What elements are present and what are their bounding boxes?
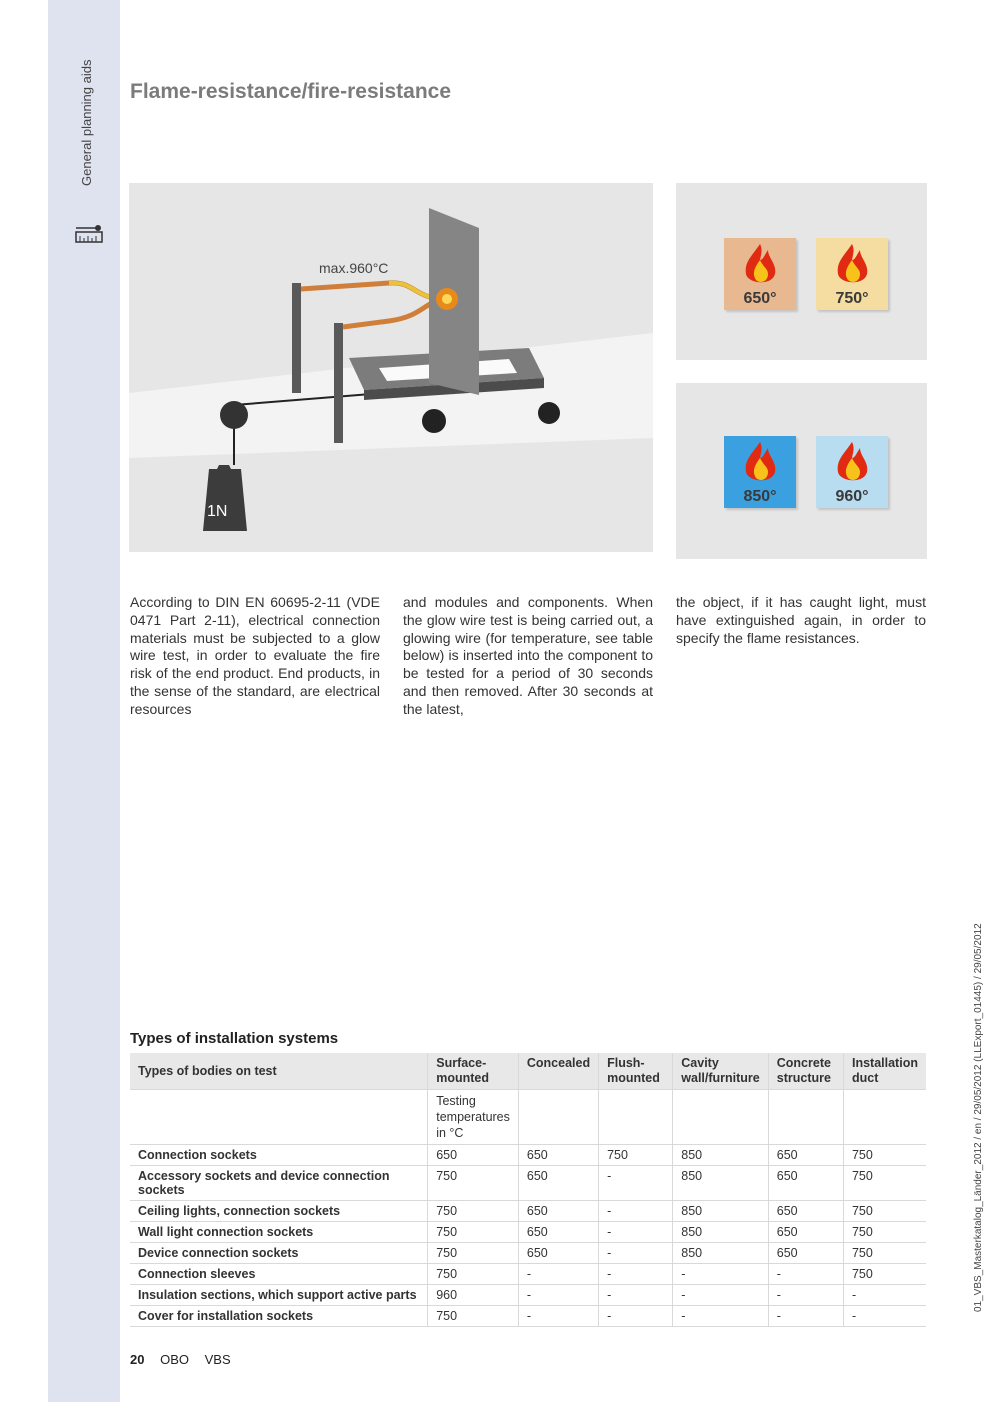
- table-cell: -: [599, 1264, 673, 1285]
- table-row: [130, 1201, 926, 1222]
- table-cell: [130, 1090, 428, 1145]
- table-cell: 750: [843, 1264, 926, 1285]
- unit-note: Testing temperatures in °C: [428, 1090, 519, 1145]
- table-cell: -: [599, 1243, 673, 1264]
- row-name: Cover for installation sockets: [130, 1306, 428, 1327]
- table-cell: 750: [428, 1201, 519, 1222]
- table-cell: -: [673, 1306, 768, 1327]
- temperature-panel-high: [676, 383, 927, 559]
- table-title: Types of installation systems: [130, 1030, 339, 1047]
- table-cell: -: [518, 1285, 598, 1306]
- temperature-tile: [816, 436, 888, 508]
- table-cell: -: [673, 1285, 768, 1306]
- table-cell: 650: [768, 1145, 843, 1166]
- flame-icon: [830, 440, 874, 486]
- row-name: Insulation sections, which support active parts: [130, 1285, 428, 1306]
- table-cell: 650: [768, 1243, 843, 1264]
- table-cell: -: [768, 1285, 843, 1306]
- table-row: [130, 1243, 926, 1264]
- row-name: Connection sleeves: [130, 1264, 428, 1285]
- glow-wire-test-illustration: [129, 183, 653, 552]
- table-cell: 750: [843, 1243, 926, 1264]
- page-number: 20: [130, 1352, 145, 1367]
- table-cell: -: [768, 1264, 843, 1285]
- table-header: Concrete structure: [768, 1053, 843, 1090]
- table-cell: 960: [428, 1285, 519, 1306]
- table-cell: 750: [843, 1145, 926, 1166]
- table-cell: 850: [673, 1166, 768, 1201]
- table-cell: 750: [428, 1306, 519, 1327]
- table-row: [130, 1285, 926, 1306]
- table-cell: -: [599, 1201, 673, 1222]
- svg-text:1N: 1N: [207, 503, 228, 520]
- table-cell: 750: [843, 1166, 926, 1201]
- section-label: General planning aids: [79, 59, 94, 186]
- table-row: [130, 1166, 926, 1201]
- svg-text:max.960°C: max.960°C: [319, 260, 389, 276]
- table-cell: -: [518, 1264, 598, 1285]
- brand-name: OBO: [160, 1352, 189, 1367]
- table-header: Flush-mounted: [599, 1053, 673, 1090]
- table-cell: 750: [843, 1201, 926, 1222]
- table-cell: [843, 1090, 926, 1145]
- table-cell: 650: [518, 1243, 598, 1264]
- table-row: [130, 1222, 926, 1243]
- planning-tools-icon: [74, 224, 104, 244]
- temperature-tile: [816, 238, 888, 310]
- table-cell: -: [843, 1306, 926, 1327]
- temperature-tile: [724, 238, 796, 310]
- row-name: Wall light connection sockets: [130, 1222, 428, 1243]
- table-cell: -: [768, 1306, 843, 1327]
- table-cell: 850: [673, 1201, 768, 1222]
- table-header-row: [130, 1053, 926, 1090]
- table-cell: [768, 1090, 843, 1145]
- table-cell: -: [518, 1306, 598, 1327]
- table-row: [130, 1264, 926, 1285]
- temperature-tile: [724, 436, 796, 508]
- table-cell: [673, 1090, 768, 1145]
- series-name: VBS: [204, 1352, 231, 1367]
- table-row: [130, 1145, 926, 1166]
- table-header: Surface-mounted: [428, 1053, 519, 1090]
- row-name: Accessory sockets and device connection sockets: [130, 1166, 428, 1201]
- table-cell: 650: [428, 1145, 519, 1166]
- table-unit-row: [130, 1090, 926, 1145]
- table-cell: -: [599, 1166, 673, 1201]
- installation-systems-table: [130, 1053, 926, 1327]
- body-text-col-3: the object, if it has caught light, must have extinguished again, in order to specify the flame resistances.: [676, 594, 926, 646]
- table-cell: 750: [428, 1243, 519, 1264]
- row-name: Ceiling lights, connection sockets: [130, 1201, 428, 1222]
- table-cell: -: [599, 1222, 673, 1243]
- table-cell: 650: [518, 1201, 598, 1222]
- table-cell: 650: [768, 1222, 843, 1243]
- table-cell: 750: [843, 1222, 926, 1243]
- temperature-panel-low: [676, 183, 927, 360]
- temperature-label: 960°: [835, 488, 869, 505]
- page-title: Flame-resistance/fire-resistance: [130, 80, 451, 103]
- flame-icon: [738, 242, 782, 288]
- row-name: Connection sockets: [130, 1145, 428, 1166]
- table-header: Cavity wall/furniture: [673, 1053, 768, 1090]
- body-text-col-1: According to DIN EN 60695-2-11 (VDE 0471 Part 2-11), electrical connection materials must be subjected to a glow wire test, in order to evaluate the fire risk of the end product. End products, in the sense of the standard, are electrical resources: [130, 594, 380, 717]
- temperature-label: 750°: [835, 290, 869, 307]
- table-cell: 650: [768, 1201, 843, 1222]
- table-cell: [518, 1090, 598, 1145]
- table-cell: [599, 1090, 673, 1145]
- table-cell: 650: [518, 1166, 598, 1201]
- page-footer: [130, 1352, 231, 1367]
- table-cell: 750: [599, 1145, 673, 1166]
- temperature-label: 850°: [743, 488, 777, 505]
- table-cell: -: [599, 1306, 673, 1327]
- table-cell: -: [843, 1285, 926, 1306]
- table-header: Concealed: [518, 1053, 598, 1090]
- table-cell: 850: [673, 1222, 768, 1243]
- temperature-label: 650°: [743, 290, 777, 307]
- table-cell: 750: [428, 1166, 519, 1201]
- table-cell: -: [673, 1264, 768, 1285]
- catalog-side-note: 01_VBS_Masterkatalog_Länder_2012 / en / 29/05/2012 (LLExport_01445) / 29/05/2012: [973, 923, 984, 1312]
- table-cell: -: [599, 1285, 673, 1306]
- table-cell: 850: [673, 1243, 768, 1264]
- sidebar: [48, 0, 120, 1402]
- body-text-col-2: and modules and components. When the glow wire test is being carried out, a glowing wire (for temperature, see table below) is inserted into the component to be tested for a period of 30 seconds and then removed. After 30 seconds at the latest,: [403, 594, 653, 717]
- row-name: Device connection sockets: [130, 1243, 428, 1264]
- table-header: Installation duct: [843, 1053, 926, 1090]
- table-cell: 750: [428, 1222, 519, 1243]
- table-cell: 650: [518, 1222, 598, 1243]
- table-cell: 750: [428, 1264, 519, 1285]
- flame-icon: [738, 440, 782, 486]
- table-cell: 850: [673, 1145, 768, 1166]
- flame-icon: [830, 242, 874, 288]
- table-cell: 650: [518, 1145, 598, 1166]
- table-header: Types of bodies on test: [130, 1053, 428, 1090]
- table-cell: 650: [768, 1166, 843, 1201]
- table-row: [130, 1306, 926, 1327]
